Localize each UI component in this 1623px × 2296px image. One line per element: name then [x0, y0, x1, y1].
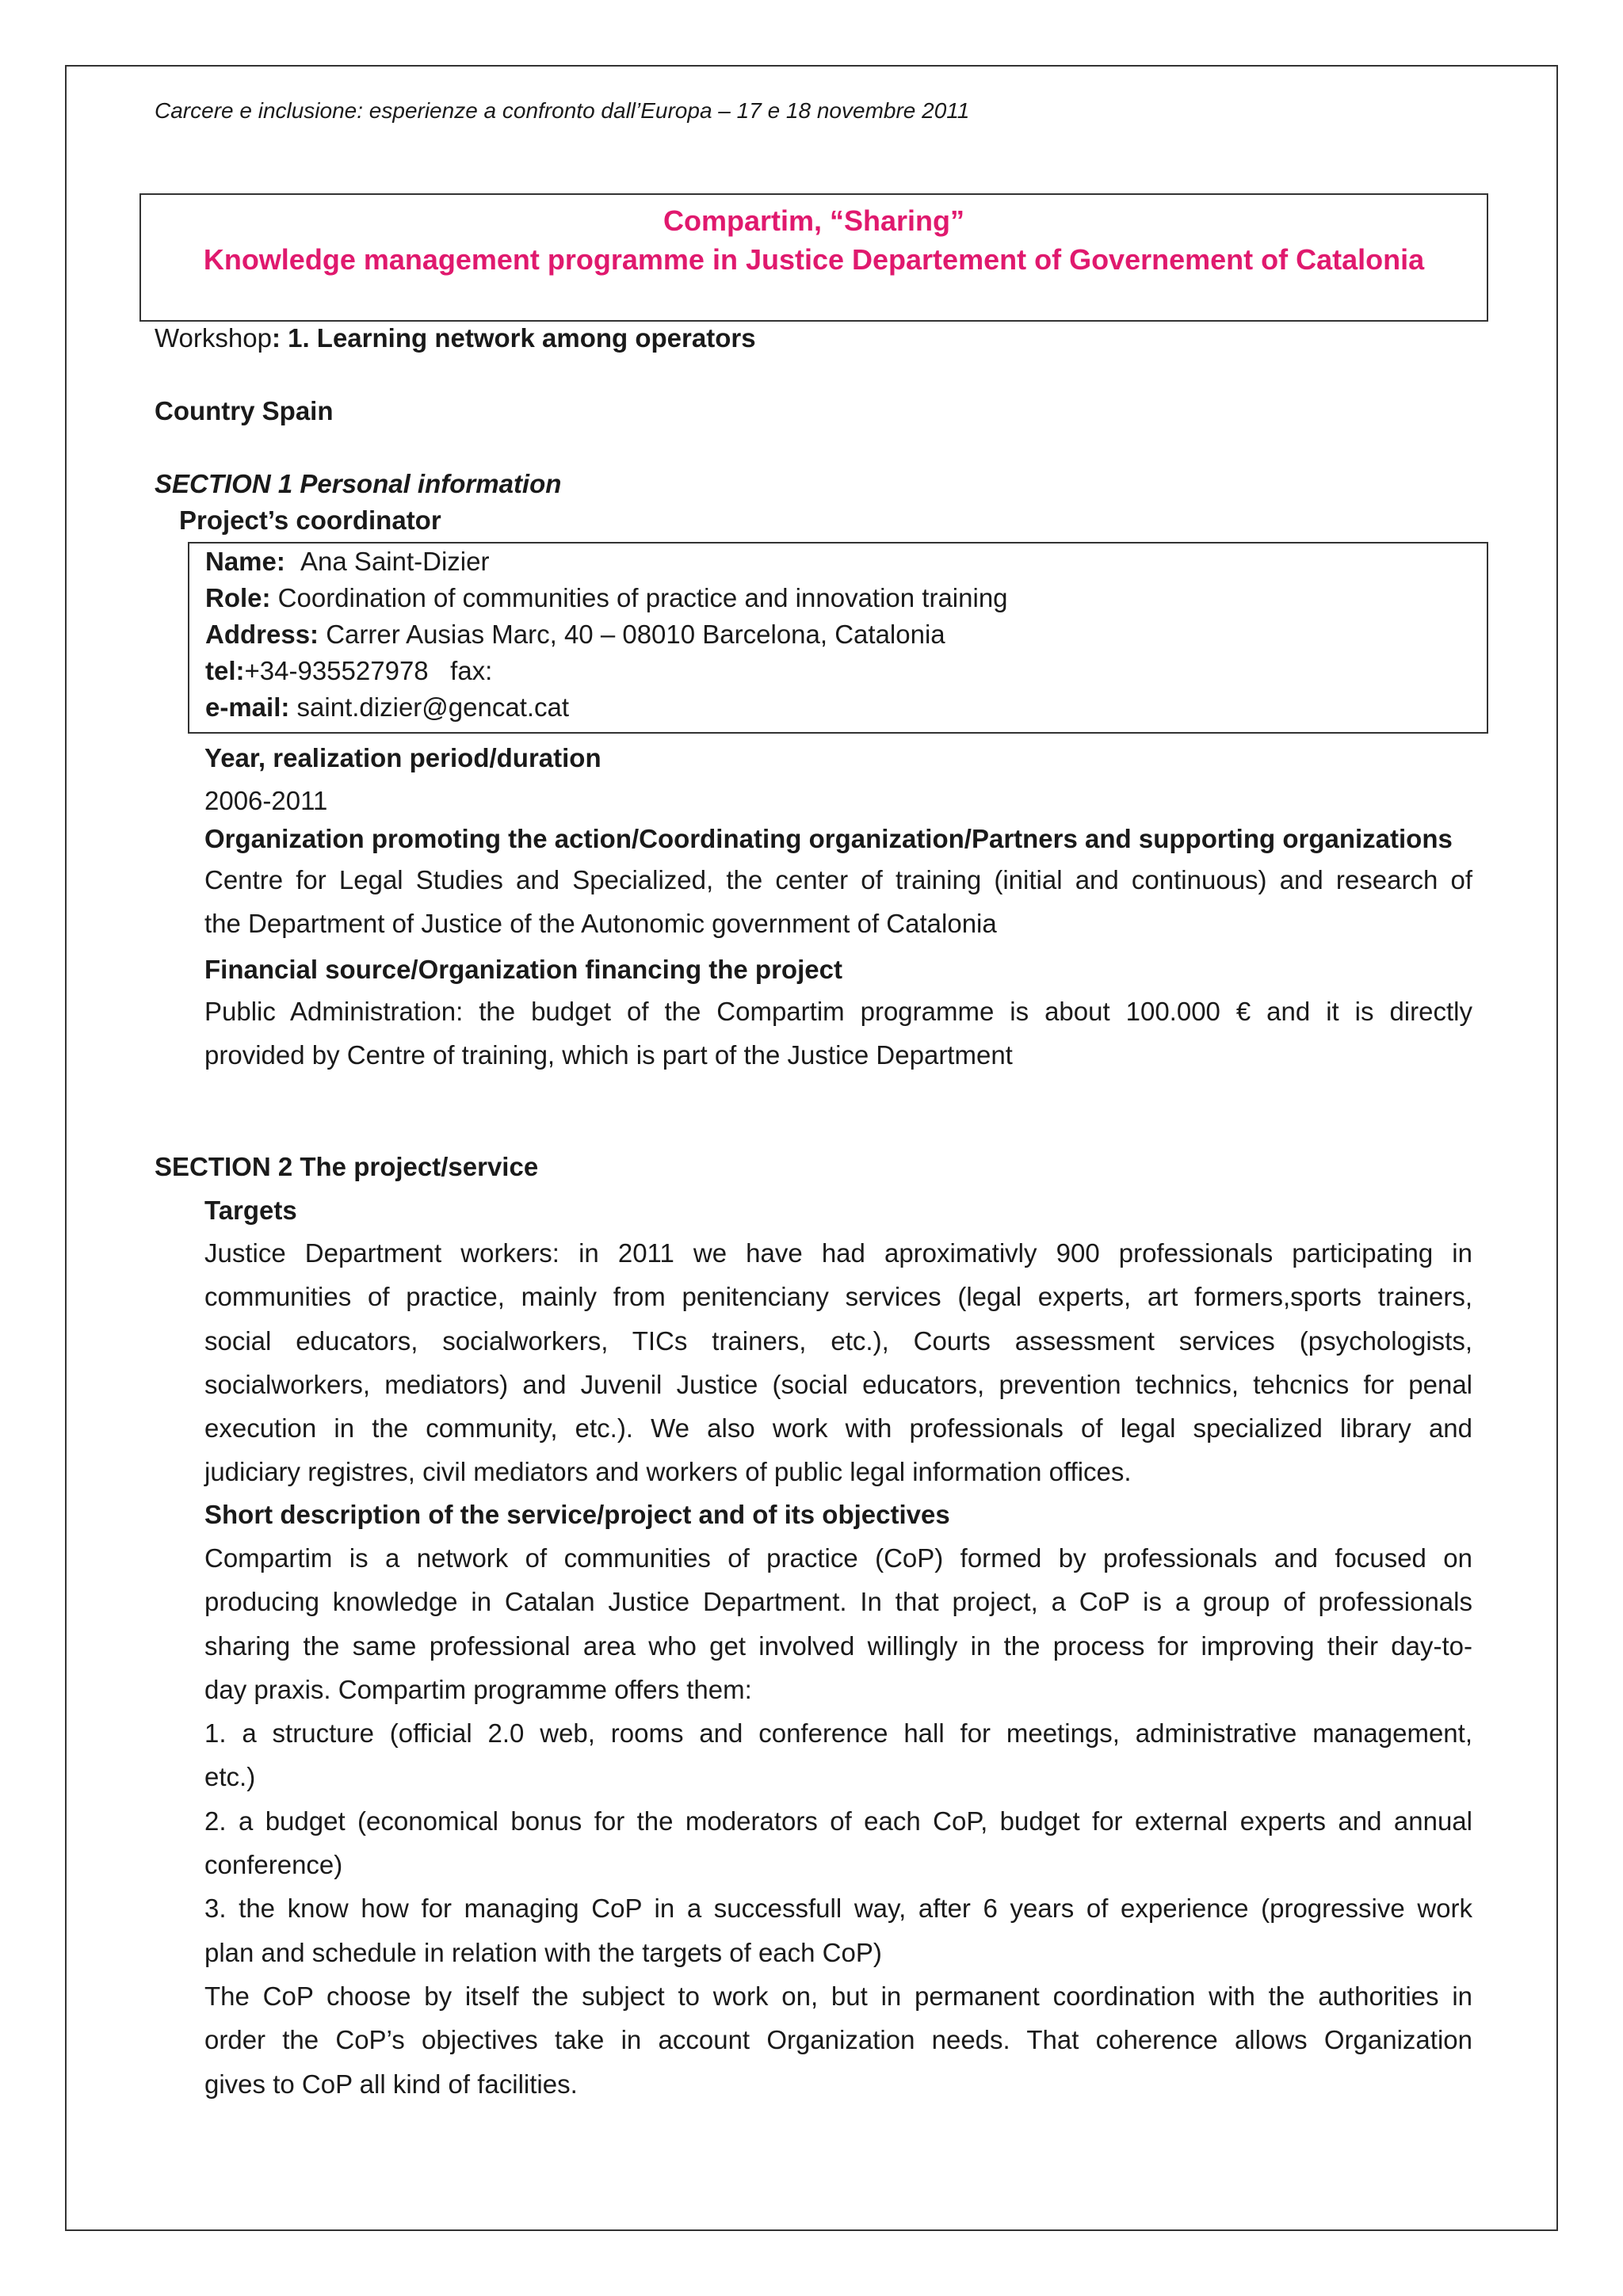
role-value: Coordination of communities of practice and innovation training [277, 583, 1008, 612]
financial-paragraph [204, 990, 1472, 1077]
email-value[interactable]: saint.dizier@gencat.cat [296, 692, 570, 722]
paragraph-line: the Department of Justice of the Autonomic government of Catalonia [204, 909, 997, 939]
paragraph-line: social educators, socialworkers, TICs trainers, etc.), Courts assessment services (psychologists, [204, 1325, 1472, 1356]
paragraph-line: Compartim is a network of communities of practice (CoP) formed by professionals and focused on [204, 1543, 1472, 1573]
coordinator-tel-row [205, 656, 492, 686]
paragraph-line: Justice Department workers: in 2011 we have had aproximativly 900 professionals participating in [204, 1238, 1472, 1268]
list-item-2-line: conference) [204, 1850, 343, 1880]
financial-heading: Financial source/Organization financing the project [204, 955, 842, 984]
paragraph-line: judiciary registres, civil mediators and workers of public legal information offices. [204, 1457, 1132, 1487]
address-label: Address: [205, 620, 319, 649]
paragraph-line: Public Administration: the budget of the Compartim programme is about 100.000 € and it is directly [204, 997, 1472, 1026]
tel-value: +34-935527978 fax: [244, 656, 493, 685]
title-line-2: Knowledge management programme in Justice Departement of Governement of Catalonia [203, 243, 1425, 276]
coordinator-role-row [205, 583, 1008, 613]
description-heading: Short description of the service/project and of its objectives [204, 1500, 950, 1529]
role-label: Role: [205, 583, 271, 612]
list-item-2-line: 2. a budget (economical bonus for the moderators of each CoP, budget for external experts and annual [204, 1806, 1472, 1836]
coordinator-box [188, 542, 1488, 734]
workshop-line [155, 323, 756, 353]
email-label: e-mail: [205, 692, 290, 722]
paragraph-line: gives to CoP all kind of facilities. [204, 2069, 578, 2099]
paragraph-line: socialworkers, mediators) and Juvenil Justice (social educators, prevention technics, tehcnics for penal [204, 1369, 1472, 1399]
coordinator-address-row [205, 620, 945, 650]
title-box [139, 193, 1488, 322]
paragraph-line: sharing the same professional area who get involved willingly in the process for improving their day-to- [204, 1630, 1472, 1661]
workshop-label: Workshop [155, 323, 272, 353]
section2-heading: SECTION 2 The project/service [155, 1152, 539, 1181]
org-heading: Organization promoting the action/Coordinating organization/Partners and supporting organizations [204, 824, 1453, 853]
list-item-3-line: plan and schedule in relation with the targets of each CoP) [204, 1937, 882, 1967]
address-value: Carrer Ausias Marc, 40 – 08010 Barcelona, Catalonia [326, 620, 945, 649]
targets-heading: Targets [204, 1196, 297, 1225]
coordinator-subheading: Project’s coordinator [179, 505, 441, 535]
paragraph-line: producing knowledge in Catalan Justice Department. In that project, a CoP is a group of professionals [204, 1587, 1472, 1617]
running-header: Carcere e inclusione: esperienze a confronto dall’Europa – 17 e 18 novembre 2011 [155, 98, 970, 123]
paragraph-line: The CoP choose by itself the subject to work on, but in permanent coordination with the authorities in [204, 1981, 1472, 2011]
paragraph-line: day praxis. Compartim programme offers them: [204, 1674, 752, 1704]
list-item-1-line: 1. a structure (official 2.0 web, rooms and conference hall for meetings, administrative management, [204, 1718, 1472, 1749]
list-item-3-line: 3. the know how for managing CoP in a successfull way, after 6 years of experience (progressive work [204, 1894, 1472, 1924]
coordinator-name-row [205, 547, 489, 577]
workshop-value: : 1. Learning network among operators [271, 323, 756, 353]
country-line: Country Spain [155, 396, 334, 425]
paragraph-line: order the CoP’s objectives take in account Organization needs. That coherence allows Organization [204, 2025, 1472, 2055]
year-heading: Year, realization period/duration [204, 743, 601, 772]
name-value: Ana Saint-Dizier [300, 547, 490, 576]
tel-label: tel: [205, 656, 245, 685]
name-label: Name: [205, 547, 285, 576]
paragraph-line: Centre for Legal Studies and Specialized, the center of training (initial and continuous) and research of [204, 865, 1472, 894]
coordinator-email-row [205, 692, 569, 723]
section1-heading: SECTION 1 Personal information [155, 469, 562, 498]
paragraph-line: provided by Centre of training, which is part of the Justice Department [204, 1040, 1013, 1070]
list-item-1-line: etc.) [204, 1762, 256, 1792]
year-value: 2006-2011 [204, 786, 328, 815]
title-line-1: Compartim, “Sharing” [663, 204, 965, 237]
paragraph-line: execution in the community, etc.). We also work with professionals of legal specialized library and [204, 1413, 1472, 1444]
description-paragraph [204, 1536, 1472, 2106]
targets-paragraph [204, 1231, 1472, 1494]
org-paragraph [204, 858, 1472, 946]
paragraph-line: communities of practice, mainly from penitenciany services (legal experts, art formers,sports trainers, [204, 1282, 1472, 1312]
